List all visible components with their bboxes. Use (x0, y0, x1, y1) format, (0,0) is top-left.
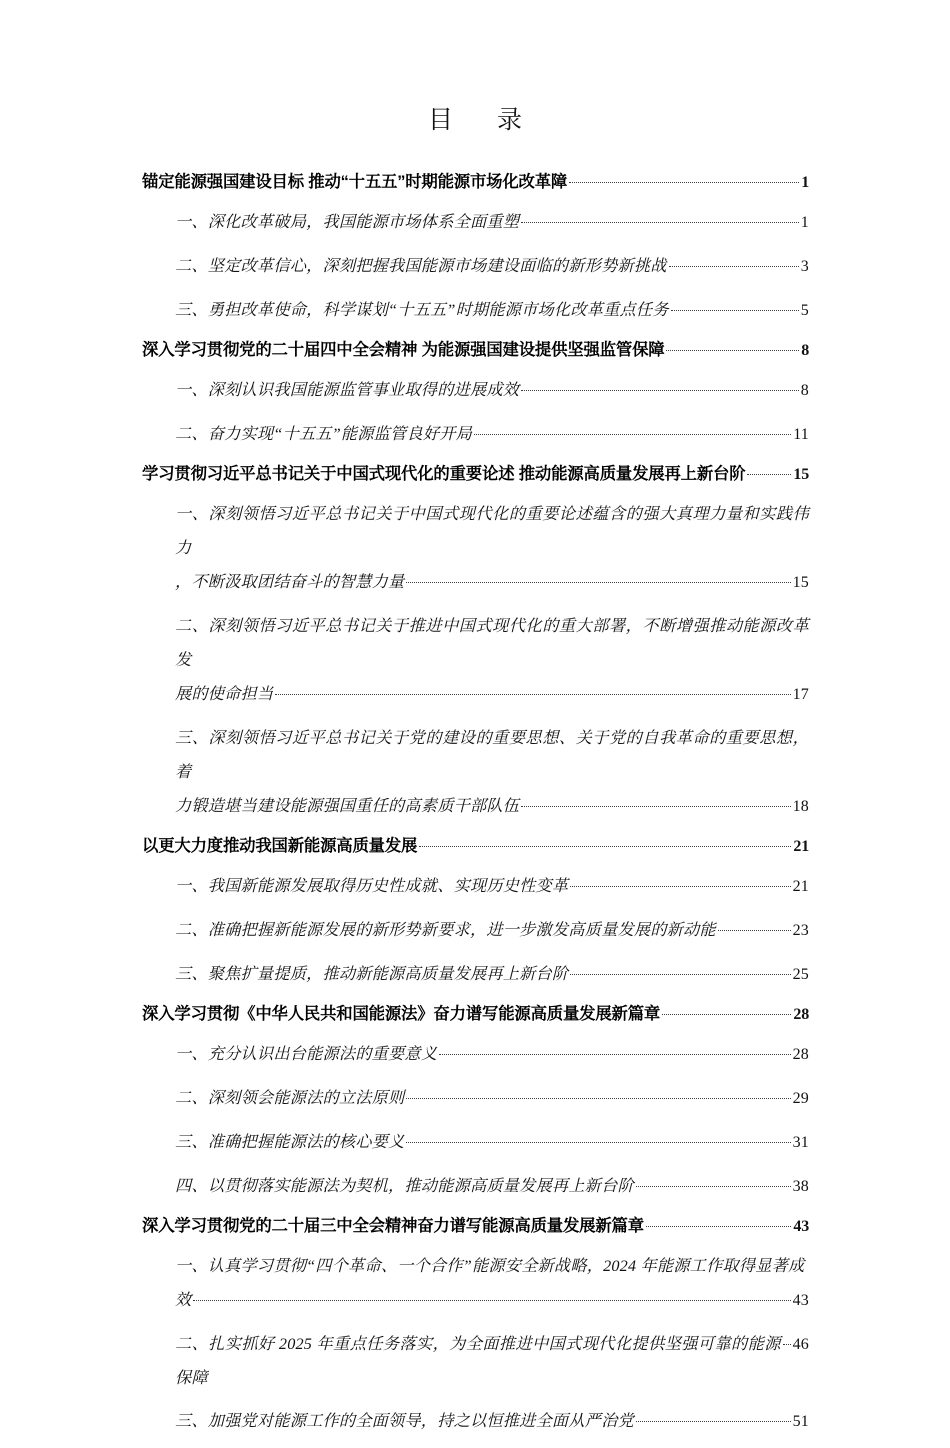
toc-leader-dots (783, 1333, 791, 1349)
toc-entry-label: 深入学习贯彻党的二十届四中全会精神 为能源强国建设提供坚强监管保障 (142, 341, 665, 359)
toc-entry-level1[interactable] (142, 1213, 809, 1240)
toc-entry-label: 以更大力度推动我国新能源高质量发展 (142, 837, 418, 855)
toc-leader-dots (419, 835, 791, 851)
toc-page-number: 23 (792, 922, 809, 939)
toc-entry-level2[interactable] (142, 957, 809, 992)
toc-page-number: 31 (792, 1134, 809, 1151)
toc-leader-dots (521, 379, 799, 395)
toc-entry-wrapped-line: 三、深刻领悟习近平总书记关于党的建设的重要思想、关于党的自我革命的重要思想，着 (175, 729, 809, 781)
toc-entry-label: 一、充分认识出台能源法的重要意义 (175, 1045, 438, 1063)
toc-entry-label: 锚定能源强国建设目标 推动“十五五”时期能源市场化改革障 (142, 173, 568, 191)
toc-entry-label: 一、深刻认识我国能源监管事业取得的进展成效 (175, 381, 520, 399)
toc-page-number: 29 (792, 1090, 809, 1107)
toc-leader-dots (570, 963, 790, 979)
toc-entry-label: 三、准确把握能源法的核心要义 (175, 1133, 405, 1151)
toc-entry-wrapped-line: 一、深刻领悟习近平总书记关于中国式现代化的重要论述蕴含的强大真理力量和实践伟力 (175, 505, 809, 557)
toc-leader-dots (669, 255, 799, 271)
toc-entry-level2[interactable] (142, 1249, 809, 1318)
toc-entry-level2[interactable] (142, 721, 809, 824)
toc-page-number: 15 (793, 466, 809, 483)
toc-page-number: 51 (792, 1413, 809, 1430)
toc-page-number: 18 (792, 798, 809, 815)
toc-entry-level2[interactable] (142, 1169, 809, 1204)
toc-leader-dots (570, 875, 790, 891)
toc-leader-dots (521, 211, 799, 227)
toc-leader-dots (671, 299, 799, 315)
toc-leader-dots (662, 1003, 791, 1019)
toc-entry-level1[interactable] (142, 337, 809, 364)
toc-page-number: 43 (792, 1292, 809, 1309)
toc-entry-level1[interactable] (142, 833, 809, 860)
toc-page-number: 3 (800, 258, 809, 275)
toc-entry-level2[interactable] (142, 1037, 809, 1072)
toc-entry-level2[interactable] (142, 1404, 809, 1439)
toc-entry-label: 一、深化改革破局，我国能源市场体系全面重塑 (175, 213, 520, 231)
toc-entry-label: 二、准确把握新能源发展的新形势新要求，进一步激发高质量发展的新动能 (175, 921, 716, 939)
toc-entry-level2[interactable] (142, 497, 809, 600)
toc-leader-dots (439, 1043, 790, 1059)
toc-page-number: 43 (793, 1218, 809, 1235)
toc-entry-label: 二、扎实抓好 2025 年重点任务落实，为全面推进中国式现代化提供坚强可靠的能源保障 (175, 1335, 781, 1387)
toc-leader-dots (747, 463, 791, 479)
toc-entry-level2[interactable] (142, 1327, 809, 1395)
toc-page-number: 5 (800, 302, 809, 319)
toc-leader-dots (636, 1410, 791, 1426)
toc-entry-label: 效 (175, 1291, 192, 1309)
toc-entry-label: 深入学习贯彻《中华人民共和国能源法》奋力谱写能源高质量发展新篇章 (142, 1005, 661, 1023)
toc-entry-label: 三、加强党对能源工作的全面领导，持之以恒推进全面从严治党 (175, 1412, 634, 1430)
toc-page-number: 21 (792, 878, 809, 895)
toc-leader-dots (275, 683, 790, 699)
toc-entry-level1[interactable] (142, 461, 809, 488)
toc-entry-label: 三、勇担改革使命，科学谋划“十五五”时期能源市场化改革重点任务 (175, 301, 669, 319)
table-of-contents (142, 160, 809, 1448)
toc-entry-label: 二、深刻领会能源法的立法原则 (175, 1089, 405, 1107)
toc-entry-level2[interactable] (142, 1081, 809, 1116)
toc-page-number: 38 (792, 1178, 809, 1195)
page-title: 目 录 (427, 107, 532, 134)
toc-entry-label: ，不断汲取团结奋斗的智慧力量 (175, 573, 405, 591)
toc-page-number: 21 (793, 838, 809, 855)
toc-page-number: 46 (792, 1336, 809, 1353)
toc-leader-dots (474, 423, 791, 439)
toc-entry-level2[interactable] (142, 249, 809, 284)
toc-entry-level1[interactable] (142, 169, 809, 196)
toc-entry-level1[interactable] (142, 1001, 809, 1028)
toc-page-number: 15 (792, 574, 809, 591)
toc-entry-level2[interactable] (142, 869, 809, 904)
toc-entry-label: 学习贯彻习近平总书记关于中国式现代化的重要论述 推动能源高质量发展再上新台阶 (142, 465, 746, 483)
toc-entry-level2[interactable] (142, 293, 809, 328)
toc-entry-level2[interactable] (142, 1125, 809, 1160)
toc-page-number: 28 (792, 1046, 809, 1063)
toc-entry-label: 力锻造堪当建设能源强国重任的高素质干部队伍 (175, 797, 520, 815)
toc-entry-level2[interactable] (142, 609, 809, 712)
toc-entry-wrapped-line: 二、深刻领悟习近平总书记关于推进中国式现代化的重大部署，不断增强推动能源改革发 (175, 617, 809, 669)
toc-leader-dots (636, 1175, 791, 1191)
toc-leader-dots (406, 571, 790, 587)
toc-entry-level2[interactable] (142, 417, 809, 452)
toc-entry-label: 二、坚定改革信心，深刻把握我国能源市场建设面临的新形势新挑战 (175, 257, 667, 275)
toc-entry-label: 二、奋力实现“十五五”能源监管良好开局 (175, 425, 472, 443)
toc-page-number: 28 (793, 1006, 809, 1023)
toc-leader-dots (406, 1087, 790, 1103)
toc-entry-label: 深入学习贯彻党的二十届三中全会精神奋力谱写能源高质量发展新篇章 (142, 1217, 644, 1235)
toc-entry-level2[interactable] (142, 373, 809, 408)
toc-leader-dots (569, 171, 799, 187)
toc-leader-dots (406, 1131, 790, 1147)
toc-page-number: 8 (800, 382, 809, 399)
toc-page-number: 17 (792, 686, 809, 703)
toc-entry-label: 一、我国新能源发展取得历史性成就、实现历史性变革 (175, 877, 569, 895)
toc-page-number: 1 (801, 174, 809, 191)
toc-page-number: 25 (792, 966, 809, 983)
toc-leader-dots (193, 1289, 790, 1305)
toc-page-number: 11 (793, 426, 809, 443)
toc-entry-label: 展的使命担当 (175, 685, 274, 703)
toc-page-number: 8 (801, 342, 809, 359)
toc-entry-level2[interactable] (142, 205, 809, 240)
toc-leader-dots (718, 919, 791, 935)
toc-leader-dots (666, 339, 799, 355)
toc-entry-label: 三、聚焦扩量提质，推动新能源高质量发展再上新台阶 (175, 965, 569, 983)
toc-leader-dots (521, 795, 790, 811)
toc-leader-dots (646, 1215, 791, 1231)
toc-page-number: 1 (800, 214, 809, 231)
toc-entry-level2[interactable] (142, 913, 809, 948)
toc-entry-wrapped-line: 一、认真学习贯彻“四个革命、一个合作”能源安全新战略，2024 年能源工作取得显著成 (175, 1257, 805, 1275)
toc-entry-label: 四、以贯彻落实能源法为契机，推动能源高质量发展再上新台阶 (175, 1177, 634, 1195)
